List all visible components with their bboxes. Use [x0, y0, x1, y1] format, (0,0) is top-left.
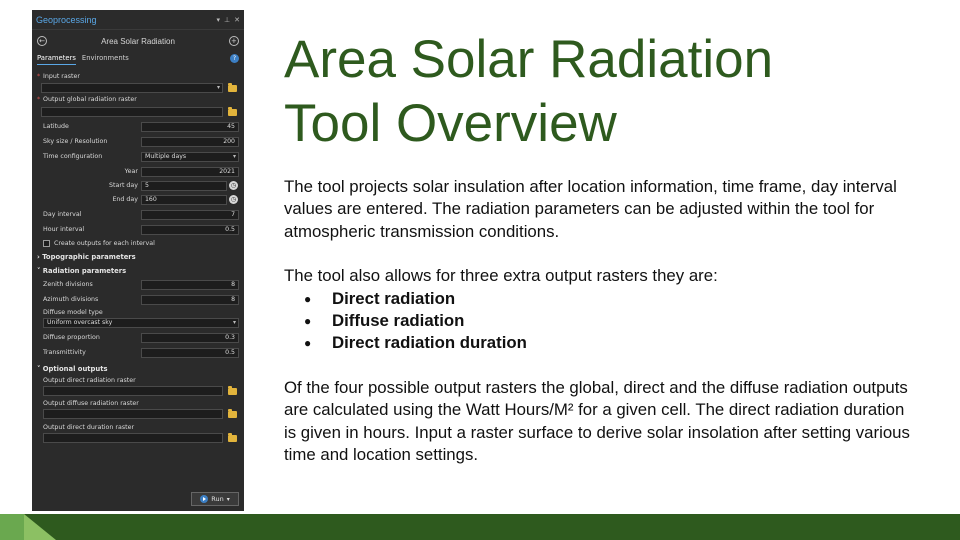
diffuse-model-dropdown[interactable]: Uniform overcast sky ▾ [43, 318, 239, 328]
panel-menu-icon[interactable]: ▾ [216, 15, 221, 24]
chevron-down-icon[interactable]: ▾ [226, 495, 230, 503]
slide-title [284, 28, 924, 156]
azimuth-label: Azimuth divisions [43, 296, 99, 303]
radiation-header-label: Radiation parameters [42, 267, 127, 275]
title-line-1: Area Solar Radiation [284, 30, 774, 89]
transmissivity-input[interactable]: 0.5 [141, 348, 239, 358]
diffuse-proportion-label: Diffuse proportion [43, 334, 100, 341]
spacer [284, 243, 914, 265]
optional-header-label: Optional outputs [42, 365, 108, 373]
spacer [284, 355, 914, 377]
create-outputs-checkbox[interactable] [43, 240, 50, 247]
sky-size-input[interactable]: 200 [141, 137, 239, 147]
hour-interval-label: Hour interval [43, 226, 85, 233]
chevron-down-icon: ˅ [37, 267, 41, 275]
input-raster-label: * Input raster [43, 73, 80, 80]
output-diffuse-browse-folder-icon[interactable] [228, 411, 237, 418]
radiation-parameters-header[interactable] [37, 267, 126, 275]
chevron-right-icon: › [37, 253, 40, 261]
topographic-header-label: Topographic parameters [42, 253, 136, 261]
sky-size-label: Sky size / Resolution [43, 138, 108, 145]
bullet-item: ● Direct radiation [284, 288, 914, 310]
end-day-calendar-clock-icon[interactable]: ◷ [230, 196, 237, 203]
hour-interval-input[interactable]: 0.5 [141, 225, 239, 235]
time-config-dropdown[interactable]: Multiple days ▾ [141, 152, 239, 162]
time-config-label: Time configuration [43, 153, 103, 160]
paragraph-extra-outputs: The tool also allows for three extra output rasters they are: [284, 266, 718, 286]
output-global-input[interactable] [41, 107, 223, 117]
output-duration-label: Output direct duration raster [43, 424, 135, 431]
zenith-label: Zenith divisions [43, 281, 93, 288]
pin-icon[interactable]: ⊥ [224, 15, 231, 24]
input-raster-dropdown[interactable] [41, 83, 223, 93]
run-label: Run [211, 495, 224, 503]
bullet-item: ● Diffuse radiation [284, 310, 914, 332]
output-diffuse-label: Output diffuse radiation raster [43, 400, 139, 407]
output-diffuse-input[interactable] [43, 409, 223, 419]
paragraph-description: The tool projects solar insulation after location information, time frame, day interval values are entered. The radiation parameters can be adjusted within the tool for atmospheric transmission conditions. [284, 177, 897, 241]
start-day-input[interactable]: 5 [141, 181, 227, 191]
chevron-down-icon: ˅ [37, 365, 41, 373]
day-interval-input[interactable]: 7 [141, 210, 239, 220]
tool-header [32, 30, 244, 52]
back-icon[interactable]: ← [37, 36, 47, 46]
tab-environments[interactable]: Environments [81, 54, 129, 62]
day-interval-label: Day interval [43, 211, 82, 218]
create-outputs-label: Create outputs for each interval [54, 240, 155, 247]
add-icon[interactable]: + [229, 36, 239, 46]
geoprocessing-panel [32, 10, 244, 511]
tool-name: Area Solar Radiation [101, 36, 175, 46]
output-duration-input[interactable] [43, 433, 223, 443]
output-direct-input[interactable] [43, 386, 223, 396]
output-direct-label: Output direct radiation raster [43, 377, 136, 384]
latitude-input[interactable]: 45 [141, 122, 239, 132]
tab-parameters[interactable]: Parameters [37, 54, 76, 65]
diffuse-proportion-input[interactable]: 0.3 [141, 333, 239, 343]
window-controls [217, 16, 241, 24]
output-global-label: * Output global radiation raster [43, 96, 137, 103]
title-line-2: Tool Overview [284, 94, 617, 153]
panel-titlebar [32, 10, 244, 30]
azimuth-input[interactable]: 8 [141, 295, 239, 305]
transmissivity-label: Transmittivity [43, 349, 86, 356]
output-duration-browse-folder-icon[interactable] [228, 435, 237, 442]
output-direct-browse-folder-icon[interactable] [228, 388, 237, 395]
start-day-calendar-clock-icon[interactable]: ◷ [230, 182, 237, 189]
footer-accent-block [0, 514, 24, 540]
bullet-item: ● Direct radiation duration [284, 332, 914, 354]
diffuse-model-label: Diffuse model type [43, 309, 103, 316]
panel-window-title: Geoprocessing [36, 14, 97, 25]
close-icon[interactable]: ✕ [234, 15, 240, 24]
paragraph-calculation: Of the four possible output rasters the global, direct and the diffuse radiation outputs are calculated using the Watt Hours/M² for a given cell. The direct radiation duration is given in hours. Input a raster surface to derive solar insolation after setting various time and location settings. [284, 377, 910, 465]
year-label: Year [124, 168, 138, 175]
end-day-input[interactable]: 160 [141, 195, 227, 205]
topographic-parameters-header[interactable] [37, 253, 136, 261]
run-icon [200, 495, 208, 503]
year-input[interactable]: 2021 [141, 167, 239, 177]
input-raster-browse-folder-icon[interactable] [228, 85, 237, 92]
zenith-input[interactable]: 8 [141, 280, 239, 290]
slide-body [284, 176, 914, 466]
help-icon[interactable]: ? [230, 54, 239, 63]
run-button[interactable] [191, 492, 239, 506]
tab-bar [32, 52, 244, 66]
output-bullet-list [284, 288, 914, 355]
footer-bar [0, 514, 960, 540]
latitude-label: Latitude [43, 123, 69, 130]
output-global-browse-folder-icon[interactable] [228, 109, 237, 116]
optional-outputs-header[interactable] [37, 365, 108, 373]
start-day-label: Start day [109, 182, 138, 189]
end-day-label: End day [112, 196, 138, 203]
